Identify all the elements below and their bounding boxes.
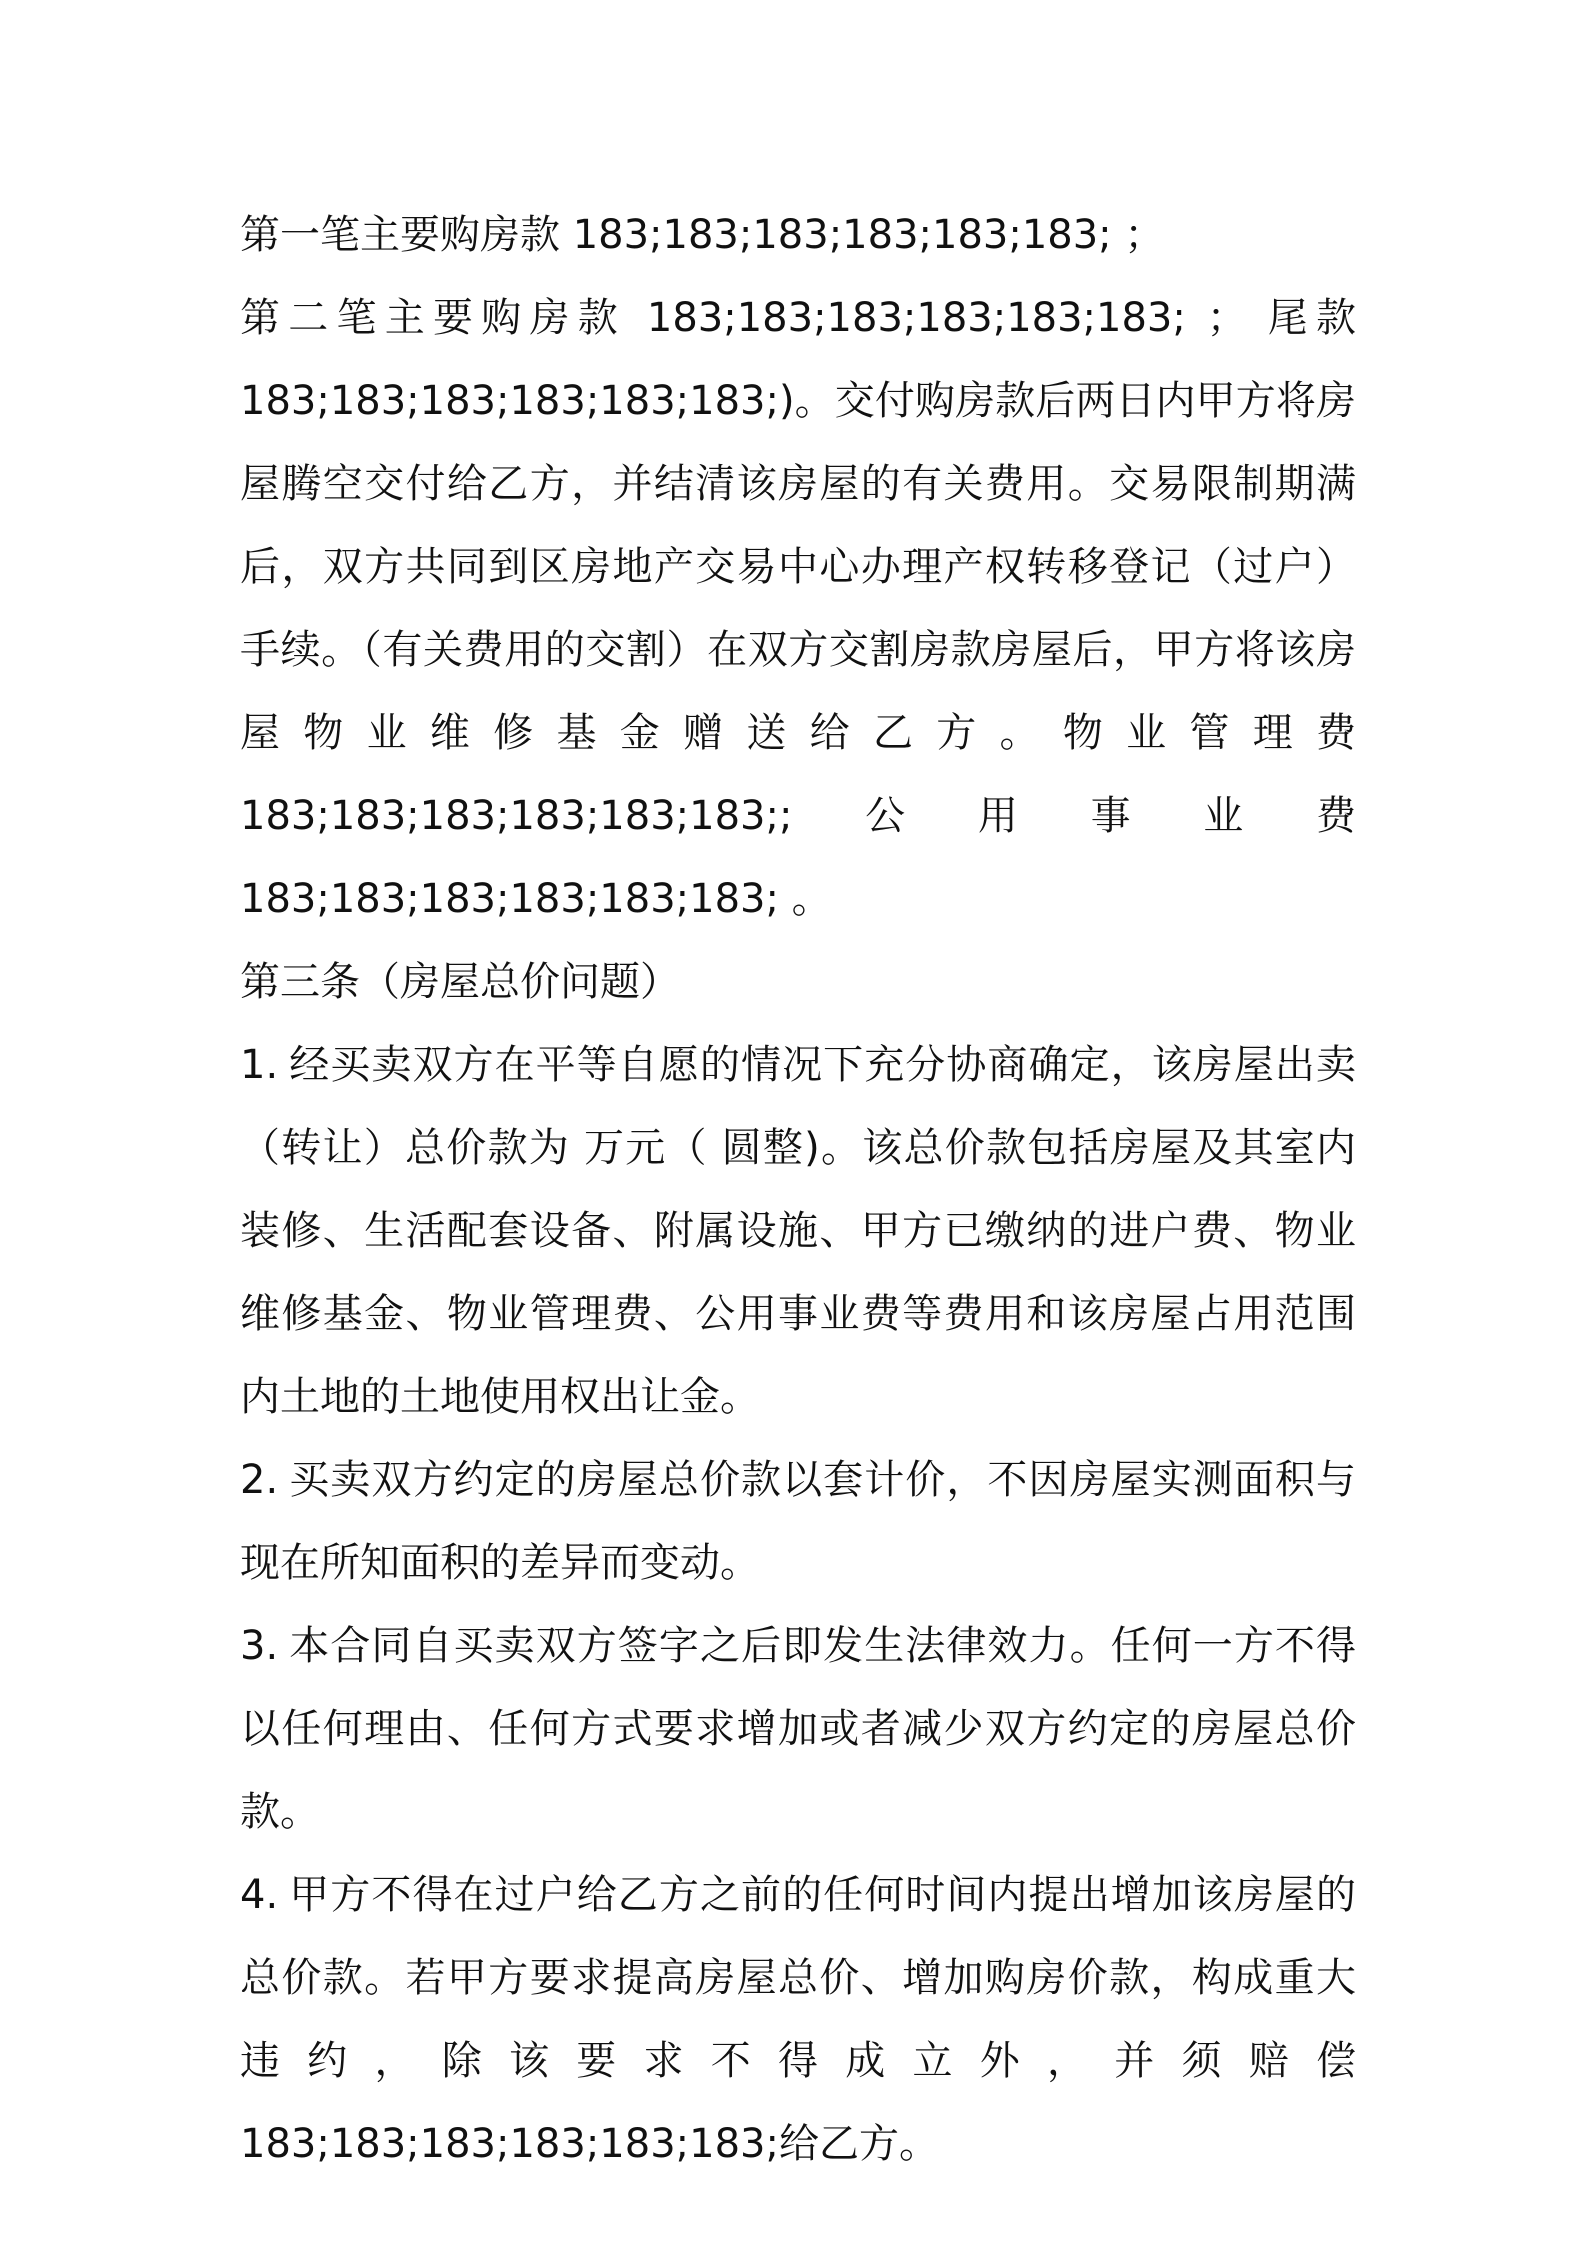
- clause-number: 3.: [240, 1623, 279, 1669]
- clause-2: [240, 1439, 1356, 1605]
- clause-1: [240, 1024, 1356, 1439]
- clause-text: 经买卖双方在平等自愿的情况下充分协商确定，该房屋出卖（转让）总价款为 万元（ 圆整)。该总价款包括房屋及其室内装修、生活配套设备、附属设施、甲方已缴纳的进户费、物业维修基金、物业管理费、公用事业费等费用和该房屋占用范围内土地的土地使用权出让金。: [240, 1042, 1356, 1420]
- clause-text: 甲方不得在过户给乙方之前的任何时间内提出增加该房屋的总价款。若甲方要求提高房屋总价、增加购房价款，构成重大违约，除该要求不得成立外，并须赔偿 183;183;183;183;183;183;给乙方。: [240, 1872, 1356, 2167]
- clause-4: [240, 1854, 1356, 2186]
- clause-text: 本合同自买卖双方签字之后即发生法律效力。任何一方不得以任何理由、任何方式要求增加或者减少双方约定的房屋总价款。: [240, 1623, 1356, 1835]
- clause-text: 买卖双方约定的房屋总价款以套计价，不因房屋实测面积与现在所知面积的差异而变动。: [240, 1457, 1356, 1586]
- document-body: [240, 194, 1356, 2186]
- payment-first-installment: 第一笔主要购房款 183;183;183;183;183;183; ；: [240, 212, 1165, 258]
- clause-number: 1.: [240, 1042, 279, 1088]
- clause-number: 2.: [240, 1457, 279, 1503]
- clause-number: 4.: [240, 1872, 279, 1918]
- clause-3: [240, 1605, 1356, 1854]
- payment-second-installment: 第二笔主要购房款 183;183;183;183;183;183; ； 尾款 183;183;183;183;183;183;)。交付购房款后两日内甲方将房屋腾空交付给乙方，并结清该房屋的有关费用。交易限制期满后，双方共同到区房地产交易中心办理产权转移登记（过户）手续。（有关费用的交割）在双方交割房款房屋后，甲方将该房屋物业维修基金赠送给乙方。物业管理费 183;183;183;183;183;183;;公用事业费 183;183;183;183;183;183; 。: [240, 295, 1356, 922]
- section-heading: 第三条（房屋总价问题）: [240, 959, 680, 1005]
